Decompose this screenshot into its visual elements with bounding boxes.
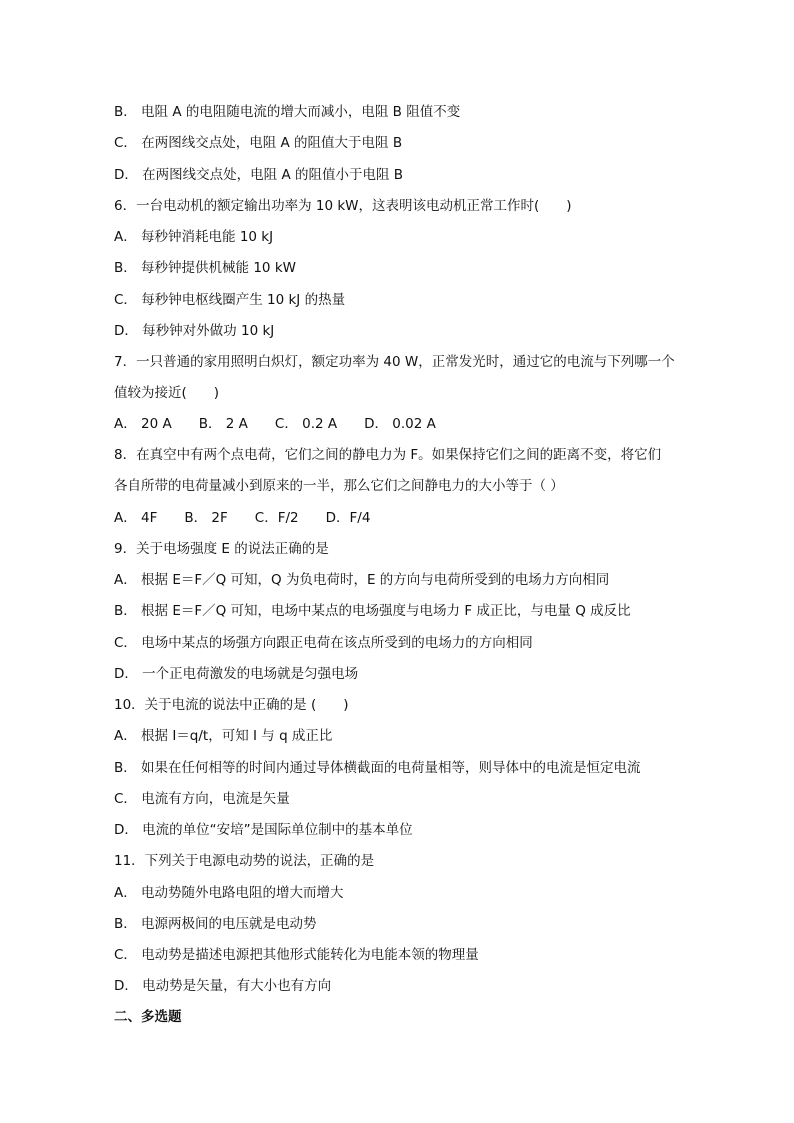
q7-options: A． 20 A B． 2 A C． 0.2 A D． 0.02 A xyxy=(114,416,436,432)
q7-stem-line2: 值较为接近( ) xyxy=(114,385,220,401)
q11-stem: 11．下列关于电源电动势的说法，正确的是 xyxy=(114,853,375,869)
q5-option-c: C． 在两图线交点处，电阻 A 的阻值大于电阻 B xyxy=(114,135,403,151)
q10-option-b: B． 如果在任何相等的时间内通过导体横截面的电荷量相等，则导体中的电流是恒定电流 xyxy=(114,760,641,776)
q9-option-a: A． 根据 E＝F／Q 可知，Q 为负电荷时，E 的方向与电荷所受到的电场力方向相同 xyxy=(114,572,610,588)
q6-option-a: A． 每秒钟消耗电能 10 kJ xyxy=(114,229,274,245)
q5-option-d: D． 在两图线交点处，电阻 A 的阻值小于电阻 B xyxy=(114,167,404,183)
q6-option-b: B． 每秒钟提供机械能 10 kW xyxy=(114,260,296,276)
q9-option-b: B． 根据 E＝F／Q 可知，电场中某点的电场强度与电场力 F 成正比，与电量 Q 成反比 xyxy=(114,603,631,619)
q9-option-c: C． 电场中某点的场强方向跟正电荷在该点所受到的电场力的方向相同 xyxy=(114,635,533,651)
q8-stem-line1: 8．在真空中有两个点电荷，它们之间的静电力为 F。如果保持它们之间的距离不变，将它们 xyxy=(114,447,662,463)
q10-option-d: D． 电流的单位“安培”是国际单位制中的基本单位 xyxy=(114,822,413,838)
q9-option-d: D． 一个正电荷激发的电场就是匀强电场 xyxy=(114,666,359,682)
q9-stem: 9．关于电场强度 E 的说法正确的是 xyxy=(114,541,329,557)
q8-options: A． 4F B． 2F C．F/2 D．F/4 xyxy=(114,510,371,526)
q10-stem: 10．关于电流的说法中正确的是 ( ) xyxy=(114,697,349,713)
q11-option-b: B． 电源两极间的电压就是电动势 xyxy=(114,916,317,932)
q10-option-c: C． 电流有方向，电流是矢量 xyxy=(114,791,290,807)
q6-option-d: D． 每秒钟对外做功 10 kJ xyxy=(114,323,275,339)
q8-stem-line2: 各自所带的电荷量减小到原来的一半，那么它们之间静电力的大小等于（ ） xyxy=(114,478,564,494)
q5-option-b: B． 电阻 A 的电阻随电流的增大而减小，电阻 B 阻值不变 xyxy=(114,104,461,120)
q11-option-a: A． 电动势随外电路电阻的增大而增大 xyxy=(114,885,344,901)
q7-stem-line1: 7．一只普通的家用照明白炽灯，额定功率为 40 W，正常发光时，通过它的电流与下列哪一个 xyxy=(114,354,675,370)
q11-option-d: D． 电动势是矢量，有大小也有方向 xyxy=(114,978,332,994)
q6-stem: 6．一台电动机的额定输出功率为 10 kW，这表明该电动机正常工作时( ) xyxy=(114,198,572,214)
section-heading-multiple-choice: 二、多选题 xyxy=(114,1009,182,1025)
q11-option-c: C． 电动势是描述电源把其他形式能转化为电能本领的物理量 xyxy=(114,947,479,963)
q10-option-a: A． 根据 I＝q/t，可知 I 与 q 成正比 xyxy=(114,728,333,744)
q6-option-c: C． 每秒钟电枢线圈产生 10 kJ 的热量 xyxy=(114,292,346,308)
